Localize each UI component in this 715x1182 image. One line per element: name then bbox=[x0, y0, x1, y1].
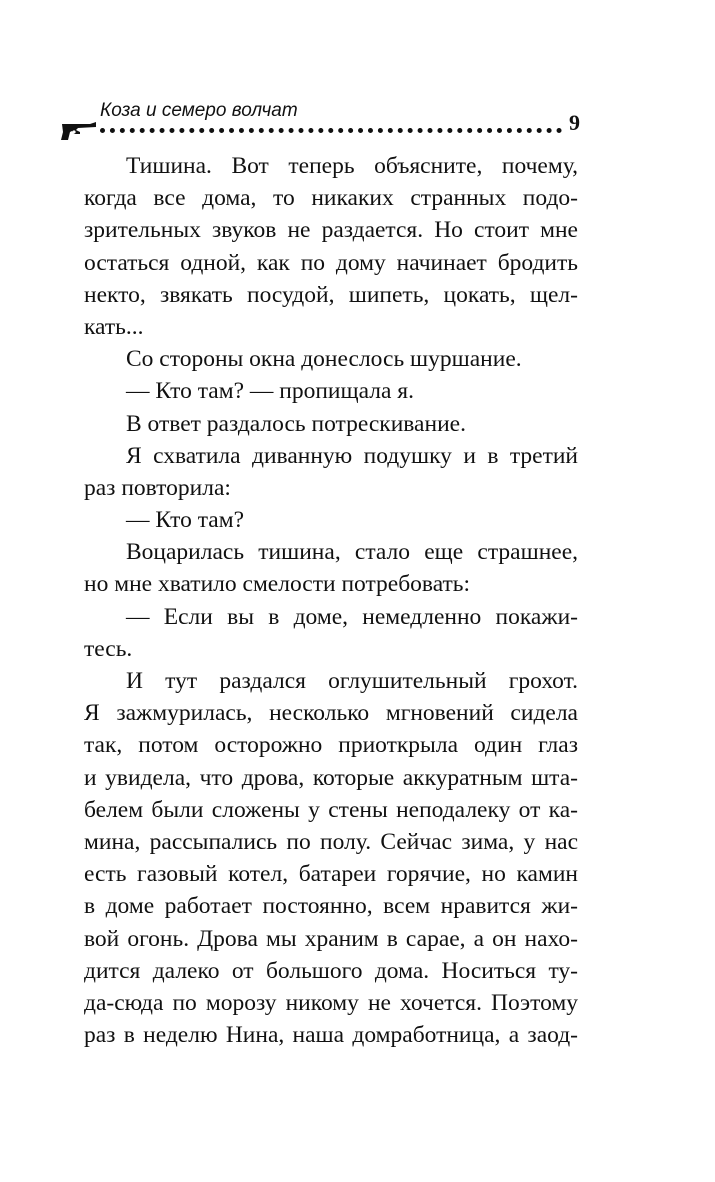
text-line: некто, звякать посудой, шипеть, цокать, щел- bbox=[84, 281, 578, 308]
text-line: кать... bbox=[84, 313, 144, 340]
text-line: мина, рассыпались по полу. Сейчас зима, у нас bbox=[84, 828, 578, 855]
text-line: Я зажмурилась, несколько мгновений сидела bbox=[84, 700, 578, 727]
page-number: 9 bbox=[569, 110, 580, 135]
running-title: Коза и семеро волчат bbox=[100, 100, 298, 121]
text-line: зрительных звуков не раздается. Но стоит мне bbox=[84, 217, 578, 244]
text-line: В ответ раздалось потрескивание. bbox=[126, 410, 466, 437]
text-line: белем были сложены у стены неподалеку от ка- bbox=[84, 796, 578, 823]
text-line: И тут раздался оглушительный грохот. bbox=[126, 668, 578, 694]
page-body bbox=[84, 150, 578, 1051]
text-line: раз в неделю Нина, наша домработница, а заод- bbox=[84, 1022, 578, 1049]
text-line: раз повторила: bbox=[84, 474, 231, 501]
text-line: Я схватила диванную подушку и в третий bbox=[126, 442, 578, 469]
running-head bbox=[60, 100, 580, 140]
text-line: — Кто там? — пропищала я. bbox=[126, 378, 414, 405]
text-line: Тишина. Вот теперь объясните, почему, bbox=[126, 153, 578, 179]
text-line: Воцарилась тишина, стало еще страшнее, bbox=[126, 539, 578, 566]
text-line: но мне хватило смелости потребовать: bbox=[84, 571, 471, 598]
text-line: есть газовый котел, батареи горячие, но камин bbox=[84, 861, 578, 888]
text-line: — Если вы в доме, немедленно покажи- bbox=[126, 603, 578, 630]
text-line: и увидела, что дрова, которые аккуратным шта- bbox=[84, 764, 578, 791]
dotted-rule bbox=[100, 128, 562, 133]
text-line: в доме работает постоянно, всем нравится жи- bbox=[84, 893, 578, 920]
text-line: — Кто там? bbox=[126, 507, 245, 534]
text-line: остаться одной, как по дому начинает бродить bbox=[84, 249, 578, 276]
text-line: так, потом осторожно приоткрыла один глаз bbox=[84, 732, 578, 759]
text-line: вой огонь. Дрова мы храним в сарае, а он нахо- bbox=[84, 925, 578, 952]
text-line: дится далеко от большого дома. Носиться ту- bbox=[84, 957, 578, 984]
revolver-icon bbox=[60, 120, 98, 142]
text-line: тесь. bbox=[84, 635, 133, 662]
text-line: когда все дома, то никаких странных подо- bbox=[84, 185, 578, 212]
text-line: да-сюда по морозу никому не хочется. Поэтому bbox=[84, 989, 578, 1016]
text-line: Со стороны окна донеслось шуршание. bbox=[126, 346, 522, 373]
